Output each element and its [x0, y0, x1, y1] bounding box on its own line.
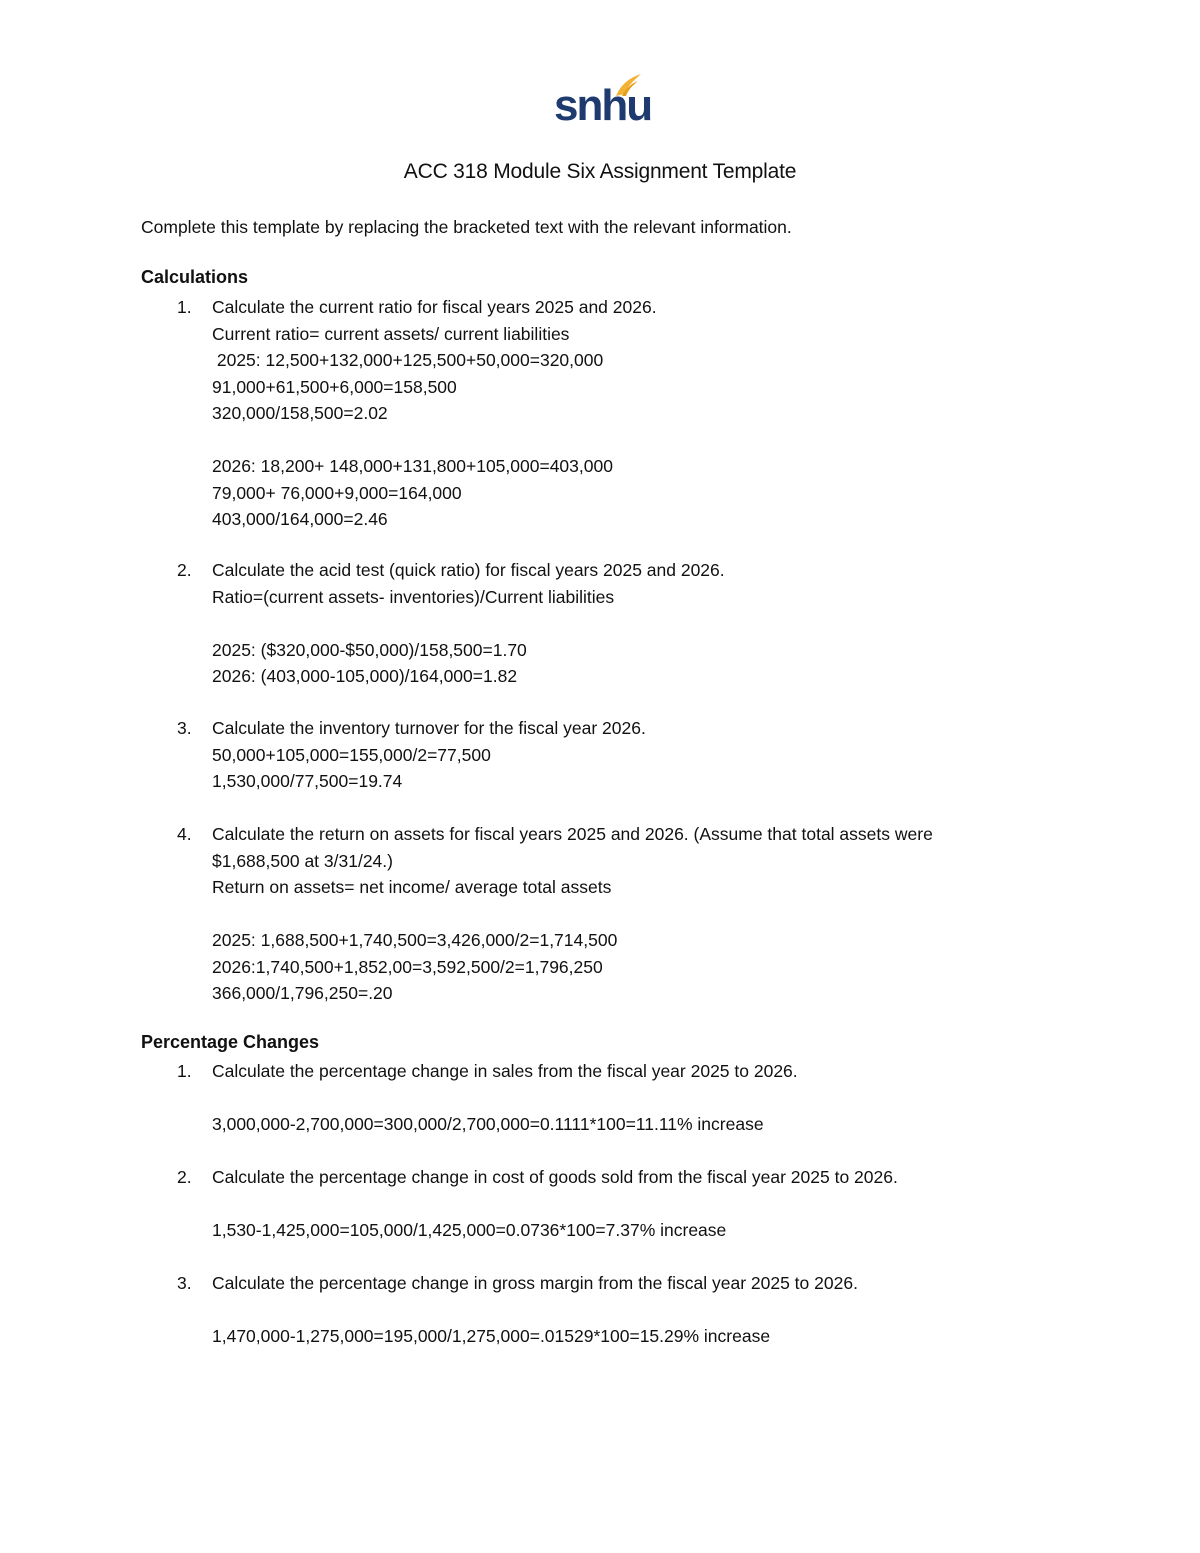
document-title: ACC 318 Module Six Assignment Template — [403, 160, 797, 183]
logo-wordmark: snhu — [554, 81, 652, 130]
item-line: Calculate the return on assets for fiscal years 2025 and 2026. (Assume that total assets were — [212, 824, 933, 844]
intro-text: Complete this template by replacing the bracketed text with the relevant information. — [141, 217, 792, 237]
item-line: Calculate the current ratio for fiscal years 2025 and 2026. — [212, 297, 657, 317]
item-number: 1. — [177, 297, 192, 317]
item-line: 50,000+105,000=155,000/2=77,500 — [212, 744, 491, 765]
item-line: 403,000/164,000=2.46 — [212, 509, 388, 529]
item-line: 2025: 12,500+132,000+125,500+50,000=320,000 — [212, 350, 604, 370]
item-line — [212, 1297, 1041, 1324]
item-line: 79,000+ 76,000+9,000=164,000 — [212, 482, 462, 503]
percentage-changes-heading: Percentage Changes — [141, 1032, 320, 1052]
item-line: 320,000/158,500=2.02 — [212, 403, 388, 423]
item-number: 2. — [177, 1167, 192, 1187]
item-line: 2026: (403,000-105,000)/164,000=1.82 — [212, 666, 518, 686]
item-line — [212, 1085, 1041, 1112]
item-line: 2026:1,740,500+1,852,00=3,592,500/2=1,796,250 — [212, 956, 603, 977]
item-line: 1,470,000-1,275,000=195,000/1,275,000=.01529*100=15.29% increase — [212, 1326, 771, 1346]
item-line: Ratio=(current assets- inventories)/Current liabilities — [212, 586, 615, 607]
item-line: 2025: ($320,000-$50,000)/158,500=1.70 — [212, 639, 527, 660]
item-line — [212, 610, 1041, 637]
pct-item-2 — [141, 1164, 1041, 1244]
item-line: 1,530-1,425,000=105,000/1,425,000=0.0736*100=7.37% increase — [212, 1220, 727, 1240]
item-line: Calculate the percentage change in gross margin from the fiscal year 2025 to 2026. — [212, 1273, 858, 1293]
calc-item-2 — [141, 557, 1041, 690]
item-number: 2. — [177, 560, 192, 580]
calc-item-3 — [141, 715, 1041, 795]
item-line: Calculate the acid test (quick ratio) for fiscal years 2025 and 2026. — [212, 560, 725, 580]
item-number: 1. — [177, 1061, 192, 1081]
item-line: Current ratio= current assets/ current liabilities — [212, 323, 570, 344]
item-line: Calculate the percentage change in sales from the fiscal year 2025 to 2026. — [212, 1061, 798, 1081]
item-line: $1,688,500 at 3/31/24.) — [212, 850, 393, 871]
calc-item-4 — [141, 821, 1041, 1007]
item-line: 366,000/1,796,250=.20 — [212, 983, 393, 1003]
item-line: 3,000,000-2,700,000=300,000/2,700,000=0.1111*100=11.11% increase — [212, 1114, 764, 1134]
calc-item-1 — [141, 294, 1041, 533]
item-line: Return on assets= net income/ average total assets — [212, 877, 612, 897]
item-line: Calculate the inventory turnover for the fiscal year 2026. — [212, 718, 646, 738]
calculations-heading: Calculations — [141, 267, 249, 287]
item-line: 2026: 18,200+ 148,000+131,800+105,000=403,000 — [212, 456, 613, 476]
item-line: 1,530,000/77,500=19.74 — [212, 771, 403, 791]
item-number: 3. — [177, 718, 192, 738]
item-number: 3. — [177, 1273, 192, 1293]
item-line — [212, 427, 1041, 454]
snhu-logo — [554, 72, 652, 134]
item-number: 4. — [177, 824, 192, 844]
item-line: 2025: 1,688,500+1,740,500=3,426,000/2=1,714,500 — [212, 930, 618, 950]
item-line: Calculate the percentage change in cost of goods sold from the fiscal year 2025 to 2026. — [212, 1167, 898, 1187]
item-line — [212, 1191, 1041, 1218]
pct-item-3 — [141, 1270, 1041, 1350]
pct-item-1 — [141, 1058, 1041, 1138]
item-line — [212, 901, 1041, 928]
item-line: 91,000+61,500+6,000=158,500 — [212, 376, 457, 397]
